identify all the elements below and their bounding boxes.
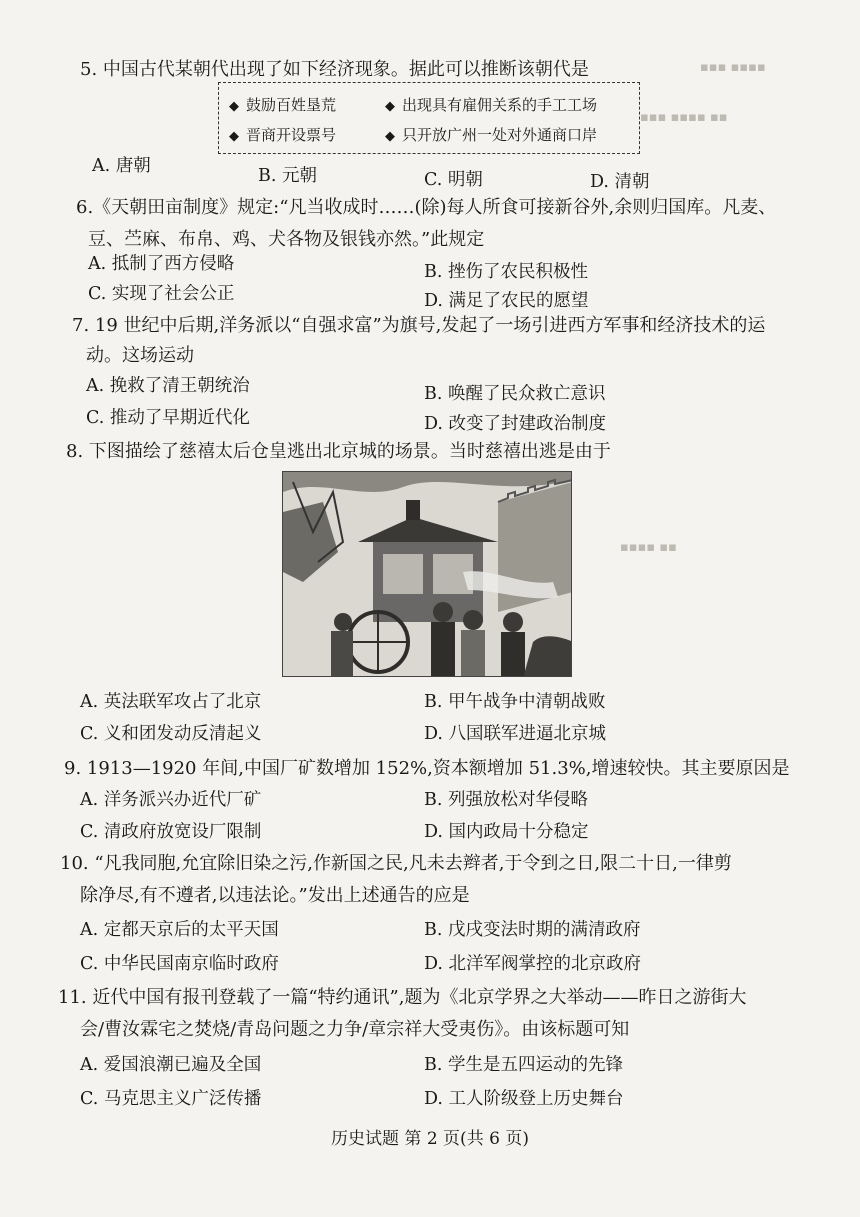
- q11-stem-line1: 11. 近代中国有报刊登载了一篇“特约通讯”,题为《北京学界之大举动——昨日之游街大: [58, 987, 747, 1008]
- q6-option-c[interactable]: C. 实现了社会公正: [88, 284, 235, 304]
- q11-option-c[interactable]: C. 马克思主义广泛传播: [80, 1089, 262, 1109]
- q8-stem: 8. 下图描绘了慈禧太后仓皇逃出北京城的场景。当时慈禧出逃是由于: [66, 441, 611, 462]
- q9-option-c[interactable]: C. 清政府放宽设厂限制: [80, 822, 262, 842]
- q5-option-d[interactable]: D. 清朝: [590, 172, 650, 192]
- q9-stem: 9. 1913—1920 年间,中国厂矿数增加 152%,资本额增加 51.3%,增速较快。其主要原因是: [64, 758, 790, 779]
- diamond-bullet-icon: ◆: [229, 129, 239, 144]
- page-footer: 历史试题 第 2 页(共 6 页): [331, 1129, 529, 1149]
- bleed-through-text: ▪▪▪ ▪▪▪▪ ▪▪: [640, 110, 728, 125]
- diamond-bullet-icon: ◆: [229, 99, 239, 114]
- q6-option-a[interactable]: A. 抵制了西方侵略: [88, 254, 235, 274]
- q7-option-b[interactable]: B. 唤醒了民众救亡意识: [424, 384, 606, 404]
- q5-option-c[interactable]: C. 明朝: [424, 170, 483, 190]
- q7-option-d[interactable]: D. 改变了封建政治制度: [424, 414, 607, 434]
- q5-option-a[interactable]: A. 唐朝: [92, 156, 151, 176]
- q5-stem: 5. 中国古代某朝代出现了如下经济现象。据此可以推断该朝代是: [80, 59, 589, 80]
- q5-box-item: ◆ 鼓励百姓垦荒: [229, 95, 336, 117]
- q8-option-d[interactable]: D. 八国联军进逼北京城: [424, 724, 607, 744]
- q5-option-b[interactable]: B. 元朝: [258, 166, 317, 186]
- q7-option-a[interactable]: A. 挽救了清王朝统治: [86, 376, 250, 396]
- bleed-through-text: ▪▪▪ ▪▪▪▪: [700, 60, 766, 75]
- q11-stem-line2: 会/曹汝霖宅之焚烧/青岛问题之力争/章宗祥大受夷伤》。由该标题可知: [80, 1019, 630, 1040]
- q10-option-a[interactable]: A. 定都天京后的太平天国: [80, 920, 279, 940]
- q9-option-d[interactable]: D. 国内政局十分稳定: [424, 822, 589, 842]
- empress-dowager-flight-illustration: [282, 471, 572, 677]
- q10-stem-line2: 除净尽,有不遵者,以违法论。”发出上述通告的应是: [80, 885, 470, 906]
- engraving-image: [283, 472, 572, 677]
- q5-box-item: ◆ 晋商开设票号: [229, 125, 336, 147]
- q5-box-item: ◆ 出现具有雇佣关系的手工工场: [385, 95, 597, 117]
- q11-option-a[interactable]: A. 爱国浪潮已遍及全国: [80, 1055, 262, 1075]
- q5-phenomena-box: [218, 82, 640, 154]
- q10-stem-line1: 10. “凡我同胞,允宜除旧染之污,作新国之民,凡未去辫者,于令到之日,限二十日,一律剪: [60, 853, 732, 874]
- q7-stem-line2: 动。这场运动: [86, 345, 194, 366]
- q7-option-c[interactable]: C. 推动了早期近代化: [86, 408, 250, 428]
- q8-option-c[interactable]: C. 义和团发动反清起义: [80, 724, 262, 744]
- q9-option-b[interactable]: B. 列强放松对华侵略: [424, 790, 588, 810]
- q10-option-b[interactable]: B. 戊戌变法时期的满清政府: [424, 920, 641, 940]
- q11-option-b[interactable]: B. 学生是五四运动的先锋: [424, 1055, 623, 1075]
- bleed-through-text: ▪▪▪▪ ▪▪: [620, 540, 677, 555]
- q9-option-a[interactable]: A. 洋务派兴办近代厂矿: [80, 790, 262, 810]
- q10-option-d[interactable]: D. 北洋军阀掌控的北京政府: [424, 954, 642, 974]
- q7-stem-line1: 7. 19 世纪中后期,洋务派以“自强求富”为旗号,发起了一场引进西方军事和经济技术的运: [72, 315, 766, 336]
- q6-option-b[interactable]: B. 挫伤了农民积极性: [424, 262, 588, 282]
- q5-box-item: ◆ 只开放广州一处对外通商口岸: [385, 125, 597, 147]
- q8-option-a[interactable]: A. 英法联军攻占了北京: [80, 692, 262, 712]
- diamond-bullet-icon: ◆: [385, 129, 395, 144]
- diamond-bullet-icon: ◆: [385, 99, 395, 114]
- q6-option-d[interactable]: D. 满足了农民的愿望: [424, 291, 589, 311]
- q8-option-b[interactable]: B. 甲午战争中清朝战败: [424, 692, 606, 712]
- q11-option-d[interactable]: D. 工人阶级登上历史舞台: [424, 1089, 624, 1109]
- q10-option-c[interactable]: C. 中华民国南京临时政府: [80, 954, 279, 974]
- q6-stem-line1: 6.《天朝田亩制度》规定:“凡当收成时……(除)每人所食可接新谷外,余则归国库。凡麦、: [76, 197, 777, 218]
- q6-stem-line2: 豆、苎麻、布帛、鸡、犬各物及银钱亦然。”此规定: [88, 229, 485, 250]
